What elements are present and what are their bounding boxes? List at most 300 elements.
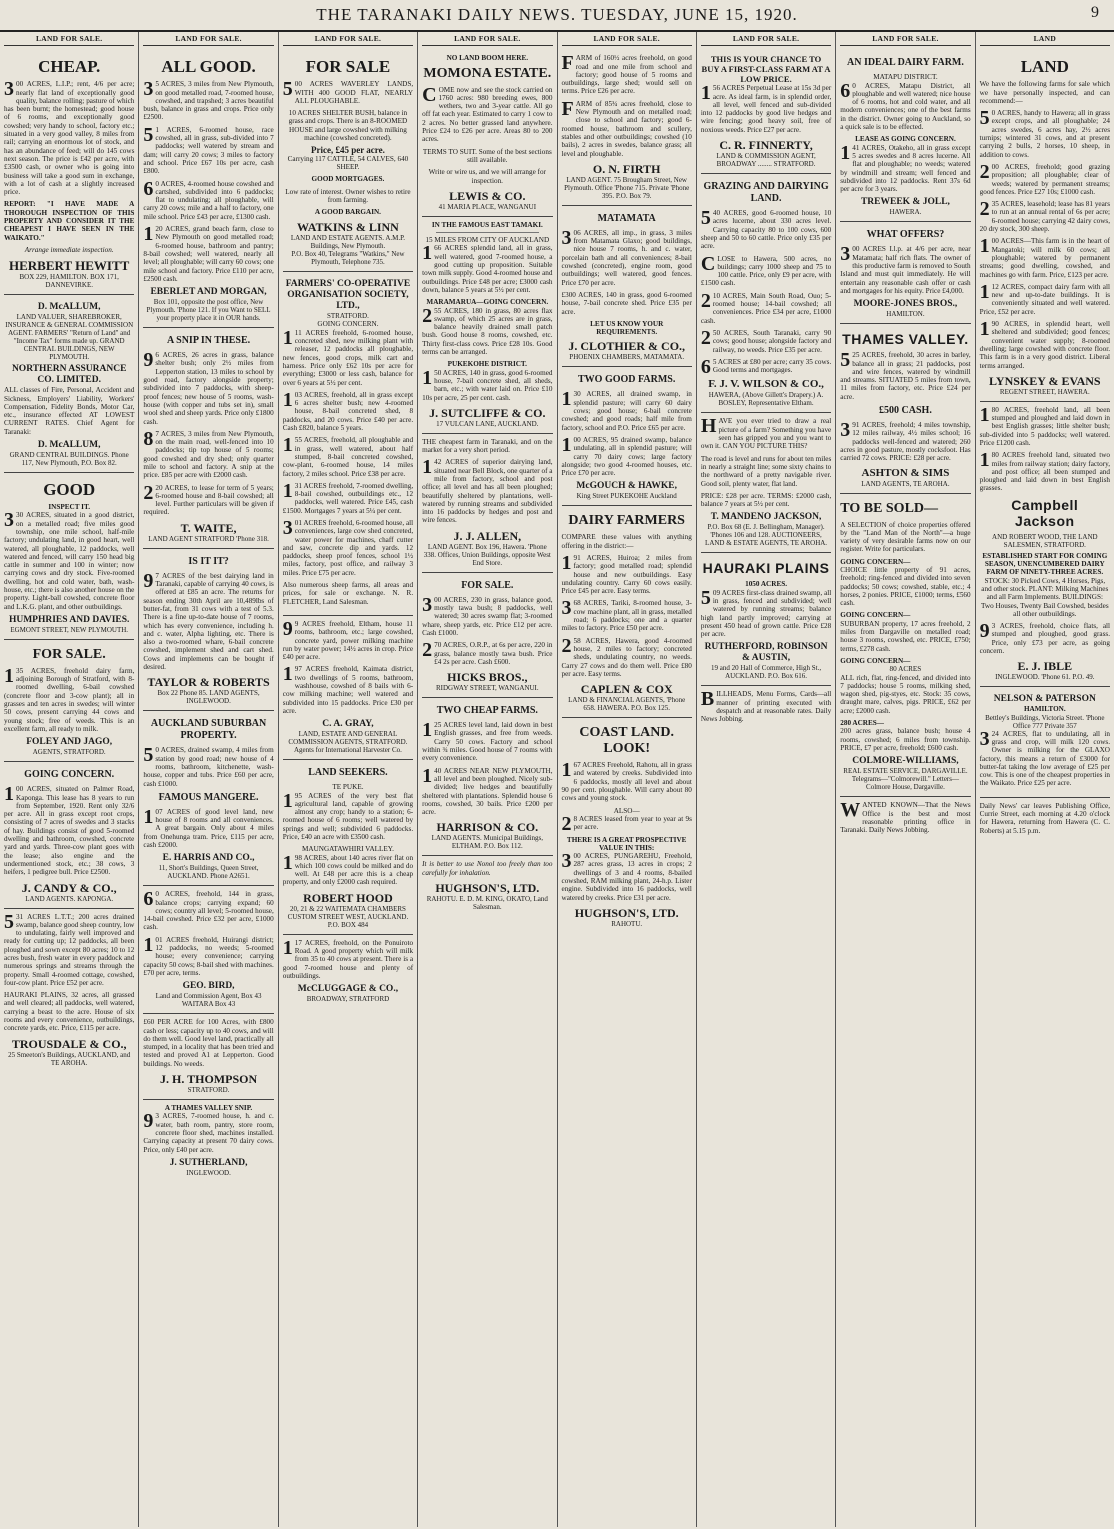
ad-heading: CHEAP. bbox=[38, 57, 101, 77]
ad-body: Write or wire us, and we will arrange for inspection. bbox=[428, 168, 546, 185]
listing: 60 ACRES, 4-roomed house cowshed and cartshed, subdivided into 6 paddocks; flat to undulating; all ploughable, will carry 20 cows; mile and a half to factory, one mile school. Price £43 per acre, £1300 cash. bbox=[143, 177, 274, 221]
ad-heading: TWO CHEAP FARMS. bbox=[436, 705, 538, 717]
listing: £300 ACRES, 140 in grass, good 6-roomed house, 7-bail concrete shed. Price £35 per acre. bbox=[561, 290, 692, 316]
agent-name: J. CLOTHIER & CO., bbox=[568, 339, 686, 354]
ad-subheading: 1050 ACRES. bbox=[745, 580, 788, 589]
ad-wilson bbox=[701, 174, 831, 413]
agent-address: LAND & COMMISSION AGENT, BROADWAY ........ STRATFORD. bbox=[716, 152, 816, 169]
agent-name: T. WAITE, bbox=[180, 520, 237, 535]
agent-address: LAND AND ESTATE AGENTS. A.M.P. Buildings, New Plymouth. bbox=[290, 234, 406, 251]
agent-address: BROADWAY, STRATFORD bbox=[306, 995, 390, 1004]
ad-waverley bbox=[283, 50, 413, 272]
listing: 191 ACRES, Huiroa; 2 miles from factory; good metalled road; splendid house and new outbuildings. Easy undulating country. Carry 60 cows easily. Price £45 per acre. Easy terms. bbox=[561, 551, 692, 596]
ad-heading: IS IT IT? bbox=[188, 555, 229, 567]
agent-address: 17 VULCAN LANE, AUCKLAND. bbox=[436, 419, 539, 428]
listing: 250 ACRES, South Taranaki, carry 90 cows; good house; alongside factory and railway, no weeds. Price £35 per acre. bbox=[700, 326, 832, 354]
ad-body: It is better to use Nonol too freely than too carefully for inhalation. bbox=[422, 860, 553, 877]
listing: £60 PER ACRE for 100 Acres, with £800 cash or less; capacity up to 40 cows, and will do them well. Good level land, practically all stumped, in a locality that has been tried and tested and proved A1 at Lepperton. Good buildings. No weeds. bbox=[143, 1018, 274, 1068]
listing-detail: GOOD MORTGAGES. bbox=[311, 175, 385, 184]
agent-name: FOLEY AND JAGO, bbox=[26, 737, 113, 748]
listing: 125 ACRES level land, laid down in best English grasses, and free from weeds. Carry 50 cows. Factory and school within ¾ miles. Good house of 7 rooms with every convenience. bbox=[422, 719, 553, 763]
listing: CLOSE to Hawera, 500 acres, no buildings; carry 1000 sheep and 75 to 100 cattle. Price, only £9 per acre, with £1500 cash. bbox=[700, 252, 832, 288]
agent-name: J. J. ALLEN, bbox=[453, 528, 522, 543]
ad-body: 135 ACRES, freehold dairy farm, adjoining Borough of Stratford, with 8-roomed dwelling, 6-bail cowshed (concrete floor and 3-cow plant); all in grasses and ten acres in swedes; will winter 50 cows, present carrying 44 cows and young stock; free of weeds. This is an excellent farm, all ready to milk. bbox=[4, 664, 135, 733]
ad-heading: MATAMATA bbox=[597, 212, 656, 224]
ad-note: LET US KNOW YOUR REQUIREMENTS. bbox=[590, 319, 664, 337]
listing: 93 ACRES, 7-roomed house, h. and c. water, bath room, pantry, store room, concrete floor shed, machines installed. Carrying capacity at present 70 dairy cows. Price, only £40 per acre. bbox=[143, 1110, 274, 1154]
ad-mcallum bbox=[4, 295, 134, 473]
agent-name: HUGHSON'S, LTD. bbox=[574, 905, 679, 920]
agent-address: Box 101, opposite the post office, New Plymouth. 'Phone 121. If you Want to SELL your property place it in OUR hands. bbox=[146, 298, 271, 323]
ad-subheading: 280 ACRES— bbox=[840, 719, 884, 728]
agent-address: BOX 229, HAMILTON. BOX 171, DANNEVIRKE. bbox=[19, 273, 119, 290]
listing: 301 ACRES freehold, 6-roomed house, all conveniences, large cow shed concreted, water power for machines, chaff cutter and saw, concrete dip and yards. 12 paddocks, sheep proof fences, school 1½ miles, factory, post office, and railway 3 miles. Price £75 per acre. bbox=[282, 516, 414, 577]
listing: 166 ACRES splendid land, all in grass, well watered, good 7-roomed house, a good cutting up proposition. Suitable town milk supply. Good 4-roomed house and outbuildings. Price £48 per acre; £3000 cash down, balance 5 years at 5½ per cent. bbox=[422, 242, 553, 294]
column-heading: LAND bbox=[980, 32, 1110, 46]
column-heading: LAND FOR SALE. bbox=[4, 32, 134, 46]
listing: 258 ACRES, Hawera, good 4-roomed house, 2 miles to factory; concreted sheds, undulating country, no weeds. Carry 27 cows and do them well. Price £80 per acre. Easy terms. bbox=[561, 634, 692, 678]
agent-name: C. A. GRAY, bbox=[322, 719, 374, 730]
agent-name: D. McALLUM, bbox=[37, 302, 101, 313]
ad-body: COME now and see the stock carried on 1760 acres: 980 breeding ewes, 800 wethers, two and 3-year cattle. All go off fat each year. Estimated to carry 1 cow to 2 acres. No better grassed land anywhere. Price £24 to £26 per acre. Areas 80 to 200 acres. bbox=[422, 83, 553, 144]
ad-heading: THAMES VALLEY. bbox=[842, 331, 969, 348]
ad-body: TERMS TO SUIT. Some of the best sections still available. bbox=[422, 147, 552, 164]
ad-body: HAVE you ever tried to draw a real picture of a farm? Something you have seen has gripped you and you want to own it. CAN YOU PICTURE THIS? bbox=[700, 415, 832, 451]
listing: 220 ACRES, to lease for term of 5 years; 6-roomed house and 8-bail cowshed; all level. Further particulars will be given if required. bbox=[143, 481, 274, 517]
ad-gray bbox=[283, 616, 413, 760]
ad-kicker: NO LAND BOOM HERE. bbox=[446, 54, 529, 63]
listing: 60 ACRES, Matapu District, all ploughable and well watered; nice house of 6 rooms, hot and cold water, and all modern conveniences; one of the best farms in the district. Owner going to Auckland, so a quick sale is to be effected. bbox=[840, 79, 971, 132]
ad-daily-car bbox=[980, 798, 1110, 844]
agent-address: AGENTS, STRATFORD. bbox=[32, 748, 106, 757]
listing-price: PRICE: £28 per acre. TERMS: £2000 cash, balance 7 years at 5½ per cent. bbox=[700, 491, 832, 509]
ad-body: 300 ACRES, L.I.P.; rent, 4/6 per acre; nearly flat land of exceptionally good quality, balance rolling; pasture of which has been burnt; the homestead; good house of 6 rooms, and exceptionally good cowshed; very handy to school, factory etc.; situated in a very good valley, 8 miles from rail; carrying an enormous lot of stock, and has an abundance of feed; will do 145 cows next season. The price is £42 per acre, with £3500 cash, or owner who is going into business will take a good sum in exchange, with a lot of cash at a slightly increased price. bbox=[4, 78, 135, 197]
agent-name: NELSON & PATERSON bbox=[993, 694, 1096, 705]
listing: 255 ACRES, 180 in grass, 80 acres flax swamp, of which 25 acres are in grass, balance heavily drained small patch bush. Good house 8 rooms, cowshed, etc. Thirty first-class cows. Price £28 10s. Good terms can be arranged. bbox=[422, 304, 553, 357]
listing: 35 ACRES, 3 miles from New Plymouth, on good metalled road, 7-roomed house, cowshed, and trapshed; 3 acres beautiful bush, balance in grass and crops. Price only £2500. bbox=[143, 78, 274, 122]
page-number: 9 bbox=[1091, 4, 1100, 21]
agent-name: ROBERT HOOD bbox=[303, 890, 393, 905]
listing: 100 ACRES—This farm is in the heart of Mangatoki; will milk 60 cows; all ploughable; watered by permanent streams; good dwelling, cowshed, and machines go with farm. Price, £123 per acre. bbox=[979, 235, 1110, 279]
ad-subheading: GOING CONCERN— bbox=[840, 557, 911, 566]
listing: 140 ACRES NEAR NEW PLYMOUTH, all level and been ploughed. Nicely sub-divided; live hedges and beautifully sheltered with plantations. Splendid house 6 rooms, cowshed, 30 bails. Price £200 per acre. bbox=[422, 764, 553, 817]
ad-subheading: FAMOUS MANGERE. bbox=[158, 791, 259, 803]
agent-address: REAL ESTATE SERVICE, DARGAVILLE. Telegrams—"Colmorewill." Letters—Colmore House, Dargaville. bbox=[843, 767, 968, 792]
ad-heading: THIS IS YOUR CHANCE TO BUY A FIRST-CLASS FARM AT A LOW PRICE. bbox=[701, 54, 831, 85]
ad-body: The road is level and runs for about ten miles in nearly a straight line; some sixty chains to the northward of a pretty navigable river. Good soil, plenty water, flat land. bbox=[700, 454, 832, 488]
ad-forsale bbox=[4, 640, 134, 762]
ad-note: Arrange immediate inspection. bbox=[24, 245, 114, 254]
ad-heading: A SNIP IN THESE. bbox=[166, 335, 251, 347]
agent-name: LYNSKEY & EVANS bbox=[989, 373, 1101, 388]
agent-address: LAND AGENT. Box 196, Hawera. 'Phone 338. Offices, Union Buildings, opposite West End Store. bbox=[423, 542, 551, 567]
ad-body: 531 ACRES L.T.T.; 200 acres drained swamp, balance good sheep country, low to undulating, fairly well improved and ready for cutting up; 12 paddocks, all been ploughed and sown except 80 acres; 10 to 12 acres bush, fresh water in every paddock and numerous springs and streams through the property. Small 4-roomed cottage, cowshed, four-cow plant. Price £52 per acre. bbox=[4, 910, 135, 987]
agent-name: HICKS BROS., bbox=[447, 670, 528, 685]
ad-treweek bbox=[840, 50, 970, 222]
agent-address: LAND AGENTS. Municipal Buildings, ELTHAM. P.O. Box 112. bbox=[431, 834, 544, 851]
ad-wanted bbox=[840, 797, 970, 843]
agent-address: INGLEWOOD. bbox=[186, 1168, 231, 1177]
agent-address: REGENT STREET, HAWERA. bbox=[999, 387, 1090, 396]
listing: SUBURBAN property, 17 acres freehold, 2 miles from Dargaville on metalled road; house 3 rooms, cowshed, etc. PRICE, £750; terms, £278 cash. bbox=[840, 619, 971, 653]
agent-address: STRATFORD. bbox=[327, 312, 369, 321]
ad-heading: DAIRY FARMERS bbox=[568, 513, 685, 529]
ad-subheading: MAUNGATAWHIRI VALLEY. bbox=[301, 845, 394, 854]
agent-name: J. H. THOMPSON bbox=[160, 1072, 258, 1087]
agent-name: HUMPHRIES AND DAVIES. bbox=[8, 614, 130, 625]
listing: 210 ACRES, Main South Road, Ouo; 5-roomed house; 14-bail cowshed; all conveniences. Price £34 per acre, £1000 cash. bbox=[700, 289, 832, 325]
agent-name: E. HARRIS AND CO., bbox=[162, 853, 255, 864]
listing: 190 ACRES, in splendid heart, well sheltered and subdivided; good fences; convenient water supply; 8-roomed dwelling; large cowshed with concrete floor. This farm is in a very good district. Liberal terms arranged. bbox=[979, 318, 1110, 370]
listing: 155 ACRES, freehold, all ploughable and in grass, well watered, about half stumped, 8-bail concreted cowshed, cow-plant, 6-roomed house, 14 miles factory, 2 miles school. Price £38 per acre. bbox=[282, 434, 414, 478]
agent-address: Land and Commission Agent, Box 43 WAITARA Box 43 bbox=[155, 992, 262, 1009]
listing: 525 ACRES, freehold, 30 acres in barley, balance all in grass; 21 paddocks, post and wire fences, watered by windmill and streams. SITUATED 5 miles from town, 11 miles from factory, etc. Price £24 per acre. bbox=[840, 349, 971, 401]
agent-name: D. McALLUM, bbox=[37, 440, 101, 451]
listing: 197 ACRES freehold, Kaimata district, two dwellings of 5 rooms, bathroom, washhouse, cowshed of 8 bails with 6-cow milking machine; well watered and subdivided into 15 paddocks. Price £30 per acre. bbox=[282, 663, 414, 715]
column-7 bbox=[836, 32, 975, 1527]
listing: 180 ACRES freehold land, situated two miles from railway station; dairy factory, and post office; all been stumped and ploughed and laid down in best English grasses. bbox=[979, 449, 1110, 493]
agent-address: RAHOTU. bbox=[611, 919, 643, 928]
listing: 87 ACRES, 3 miles from New Plymouth, on the main road, well-fenced into 10 paddocks; tip top house of 5 rooms; good cowshed and dry shed; only quarter mile to school and factory. A snip at the price. £85 per acre with £2000 cash. bbox=[143, 427, 274, 480]
agent-name: EBERLET AND MORGAN, bbox=[150, 287, 267, 298]
ad-good bbox=[4, 473, 134, 640]
ad-subheading: PUKEKOHE DISTRICT. bbox=[447, 360, 527, 369]
ad-caplen bbox=[562, 506, 692, 718]
listing-detail: A GOOD BARGAIN. bbox=[314, 208, 381, 217]
listing: 200 ACRES, freehold; good grazing proposition; all ploughable; clear of weeds; watered by permanent streams; good fences. Price £27 10s; £1000 cash. bbox=[979, 160, 1110, 196]
ad-heading: GRAZING AND DAIRYING LAND. bbox=[703, 181, 829, 205]
insurer-name: NORTHERN ASSURANCE CO. LIMITED. bbox=[11, 364, 127, 386]
ad-hicks bbox=[422, 573, 552, 698]
ad-colmore bbox=[840, 494, 970, 798]
ad-going-concern bbox=[4, 762, 134, 908]
ad-auckland bbox=[143, 711, 273, 886]
listing: 60 ACRES, freehold, 144 in grass, balance crops; carrying expand; 60 cows; country all level; 5-roomed house, 14-bail cowshed. Price £32 per acre, £1000 cash. bbox=[143, 888, 274, 932]
ad-heading: GOING CONCERN. bbox=[24, 769, 115, 781]
ad-clothier bbox=[562, 206, 692, 368]
agent-name: COLMORE-WILLIAMS, bbox=[852, 756, 959, 767]
ad-heading: AUCKLAND SUBURBAN PROPERTY. bbox=[150, 718, 267, 742]
agent-name: J. SUTHERLAND, bbox=[169, 1157, 248, 1168]
ad-heading: AN IDEAL DAIRY FARM. bbox=[847, 57, 964, 69]
ad-allen bbox=[422, 434, 552, 573]
listing: 306 ACRES, all imp., in grass, 3 miles from Matamata Glaxo; good buildings, nice house 7 rooms, h. and c. water, porcelain bath and all conveniences; 8-bail cowshed (concreted), engine room, good outbuildings; well watered, good fences. Price £70 per acre. bbox=[561, 226, 692, 287]
agent-address: HAWERA, (Above Gillett's Drapery.) A. BOSLEY, Representative Eltham. bbox=[708, 391, 824, 408]
ad-bird bbox=[143, 886, 273, 1014]
agent-address: LAND AGENTS. KAPONGA. bbox=[25, 894, 114, 903]
listing: ALL rich, flat, ring-fenced, and divided into 7 paddocks; house 5 rooms, milking shed, wagon shed, pig-styes, etc. Stock: 35 cows, draught mare, calves, pigs. PRICE, £62 per acre; £2000 cash. bbox=[840, 673, 971, 715]
ad-heading: FOR SALE. bbox=[461, 579, 514, 591]
listing: 111 ACRES freehold, 6-roomed house, concreted shed, new milking plant with releaser, 12 paddocks all ploughable, new fences, good crops, milk cart and harness. Price only £62 10s per acre for everything; £3000 or less cash, balance for over 6 years at 5½ per cent. bbox=[282, 326, 414, 387]
listing: 51 ACRES, 6-roomed house, race cowshed, all in grass, sub-divided into 7 paddocks; well watered by stream and dam; will carry 20 cows; 3 miles to factory and school. Price £67 10s per acre, cash £800. bbox=[143, 123, 274, 176]
listing: FARM of 160½ acres freehold, on good road and one mile from school and factory; good house of 5 rooms and outbuildings, large shed; would sell on terms. Price £26 per acre. bbox=[561, 52, 692, 96]
ad-subheading: LEASE AS GOING CONCERN. bbox=[855, 135, 956, 144]
ad-subheading: 80 ACRES bbox=[889, 665, 922, 674]
listing: 200 acres grass, balance bush; house 4 rooms, cowshed; 6 miles from township. PRICE, £7 per acre, freehold; £600 cash. bbox=[840, 727, 971, 752]
ad-heading: A THAMES VALLEY SNIP. bbox=[164, 1104, 253, 1113]
column-heading: LAND FOR SALE. bbox=[840, 32, 970, 46]
agent-address: EGMONT STREET, NEW PLYMOUTH. bbox=[10, 625, 129, 634]
ad-body: STOCK: 30 Picked Cows, 4 Horses, Pigs, and other stock. PLANT: Milking Machines and all Farm Implements. BUILDINGS: Two Houses, Twenty Bail Cowshed, besides all other outbuildings. bbox=[980, 576, 1109, 618]
ad-subheading: GOING CONCERN— bbox=[840, 611, 911, 620]
ad-cheap bbox=[4, 50, 134, 295]
listing: 120 ACRES, grand beach farm, close to New Plymouth on good metalled road; 6-roomed house, bathroom and pantry; 8-bail cowshed; well watered, nearly all level; all ploughable; will carry 60 cows; one mile school and factory. Price £110 per acre, £2500 cash. bbox=[143, 223, 274, 283]
column-8 bbox=[976, 32, 1114, 1527]
ad-body: THE cheapest farm in Taranaki, and on the market for a very short period. bbox=[422, 437, 553, 455]
listing: 112 ACRES, compact dairy farm with all new and up-to-date buildings. It is conveniently situated and well watered. Price, £52 per acre. bbox=[979, 280, 1110, 316]
listing-detail: Carrying 117 CATTLE, 54 CALVES, 640 SHEEP. bbox=[287, 154, 409, 171]
columns bbox=[0, 32, 1114, 1527]
listing: Also numerous sheep farms, all areas and prices, for sale or exchange. N. R. FLETCHER, Land Salesman. bbox=[282, 581, 414, 606]
listing: 500 ACRES WAVERLEY LANDS, WITH 400 GOOD FLAT, NEARLY ALL PLOUGHABLE. bbox=[282, 78, 414, 105]
ad-body: ALL classes of Fire, Personal, Accident and Sickness, Employers' Liability, Workers' Compensation, Fidelity Bonds, Motor Car, etc., insurance effected AT LOWEST CURRENT RATES. Chief Agent for Taranaki: bbox=[4, 386, 135, 436]
ad-subheading: ESTABLISHED START FOR COMING SEASON, UNENCUMBERED DAIRY FARM OF NINETY-THREE ACRES. bbox=[982, 551, 1108, 577]
agent-address: RIDGWAY STREET, WANGANUI. bbox=[435, 684, 539, 693]
agent-name: O. N. FIRTH bbox=[592, 161, 661, 176]
ad-body: 100 ACRES, situated on Palmer Road, Kaponga. This lease has 8 years to run from September, 1920. Rent only 32/6 per acre. All in grass except root crops, consisting of 7 acres of swedes and 3 stacks of hay. Buildings consist of good 5-roomed dwelling and bathroom, cowshed, concrete yard and yards. Three-cow plant goes with the lease; also engine and the undermentioned stock, etc.; 38 cows, 3 heifers, 1 pedigree bull. Price £2500. bbox=[4, 783, 135, 877]
listing: 300 ACRES, 230 in grass, balance good, mostly tawa bush; 8 paddocks, well watered; 30 acres swamp flat; 3-roomed whare, sheep yards, etc. Price £12 per acre. Cash £1000. bbox=[422, 593, 553, 637]
column-5 bbox=[558, 32, 697, 1527]
listing: 300 ACRES I.l.p. at 4/6 per acre, near Matamata; half rich flats. The owner of this productive farm is removed to South Island and must quit immediately. He will entertain any reasonable cash offer or cash and mortgages for his equity. Price £4,000. bbox=[840, 243, 971, 295]
ad-body: COMPARE these values with anything offering in the district:— bbox=[561, 533, 692, 550]
listing: 107 ACRES of good level land, new house of 8 rooms and all conveniences. A great bargain. Only about 4 miles from Onehunga tram. Price, £115 per acre, cash £2000. bbox=[143, 805, 274, 849]
listing: 195 ACRES of the very best flat agricultural land, capable of growing almost any crop; handy to a station; 6-roomed house of 6 rooms; well watered by springs and well; subdivided 6 paddocks. Price, £40 an acre with £3500 cash. bbox=[282, 789, 414, 841]
ad-hauraki bbox=[701, 553, 831, 686]
ad-is-it bbox=[143, 549, 273, 712]
column-6 bbox=[697, 32, 836, 1527]
ad-snip bbox=[143, 328, 273, 549]
agent-address: 41 MARIA PLACE, WANGANUI bbox=[438, 202, 537, 211]
column-1 bbox=[0, 32, 139, 1527]
listing: FARM of 85¾ acres freehold, close to New Plymouth and on metalled road; close to school and factory; good 6-roomed house, bathroom and scullery, stables and other outbuildings; cowshed (10 bails), 2 acres in swedes, balance grass; all level and ploughable. bbox=[561, 97, 692, 158]
agent-address: P.O. Box 40, Telegrams "Watkins," New Plymouth, Telephone 735. bbox=[291, 250, 405, 267]
agent-name: J. CANDY & CO., bbox=[21, 880, 117, 895]
ad-mccluggage bbox=[283, 935, 413, 1008]
agent-address: PHOENIX CHAMBERS, MATAMATA. bbox=[569, 353, 685, 362]
agent-address: STRATFORD. bbox=[187, 1086, 230, 1095]
ad-nelson bbox=[980, 687, 1110, 797]
agent-name: McGOUCH & HAWKE, bbox=[576, 481, 677, 492]
ad-heading: WHAT OFFERS? bbox=[866, 229, 945, 241]
column-2 bbox=[139, 32, 278, 1527]
agent-address: LAND AGENT STRATFORD 'Phone 318. bbox=[148, 534, 269, 543]
ad-sutcliffe bbox=[422, 217, 552, 434]
ad-thompson bbox=[143, 1014, 273, 1100]
ad-firth bbox=[562, 50, 692, 206]
listing: 65 ACRES at £80 per acre; carry 35 cows. Good terms and mortgages. bbox=[700, 355, 832, 378]
agent-name: T. MANDENO JACKSON, bbox=[710, 512, 822, 523]
ad-subheading: 15 MILES FROM CITY OF AUCKLAND bbox=[425, 236, 550, 245]
ad-ashton bbox=[840, 324, 970, 493]
listing: 93 ACRES, freehold, choice flats, all stumped and ploughed, good grass. Price, only £73 per acre, as going concern. bbox=[979, 620, 1110, 656]
column-heading: LAND FOR SALE. bbox=[143, 32, 273, 46]
listing: 324 ACRES, flat to undulating, all in grass and crop, will milk 120 cows. Owner is milking for the GLAXO factory, this means a return of £3000 for butter-fat taking the low average of £25 per cow. This is one of the cheapest properties in the Waikato. Price £25 per acre. bbox=[979, 727, 1110, 788]
agent-address: GRAND CENTRAL BUILDINGS. Phone 117, New Plymouth, P.O. Box 82. bbox=[9, 451, 129, 468]
ad-body: WANTED KNOWN—That the News Office is the best and most reasonable printing office in Taranaki. Daily News Jobbing. bbox=[840, 799, 971, 835]
listing: 198 ACRES, about 140 acres river flat on which 100 cows could be milked and do well. At £48 per acre this is a cheap property, and only £2000 cash required. bbox=[282, 851, 414, 887]
agent-name: GEO. BIRD, bbox=[182, 981, 235, 992]
listing: 180 ACRES, freehold land, all been stumped and ploughed and laid down in best English grasses; little shelter bush; sub-divided into 5 paddocks; well watered. Price £1200 cash. bbox=[979, 403, 1110, 447]
ad-heading: TO BE SOLD— bbox=[840, 500, 939, 516]
agent-address: LAND AGENTS, TE AROHA. bbox=[861, 479, 950, 488]
ad-heading: LAND bbox=[1020, 57, 1069, 77]
column-3 bbox=[279, 32, 418, 1527]
agent-name: TROUSDALE & CO., bbox=[11, 1036, 127, 1051]
agent-address: P.O. Box 68 (E. J. Bellingham, Manager). 'Phones 106 and 128. AUCTIONEERS, LAND & ESTATE AGENTS, TE AROHA. bbox=[705, 523, 828, 548]
agent-name: MOORE-JONES BROS., bbox=[853, 299, 958, 310]
ad-harrison bbox=[422, 698, 552, 856]
listing: 131 ACRES freehold, 7-roomed dwelling, 8-bail cowshed, outbuildings etc., 12 paddocks, well watered. Price £45, cash £1500. Mortgages 7 years at 5¼ per cent. bbox=[282, 479, 414, 515]
column-4 bbox=[418, 32, 557, 1527]
listing: 96 ACRES, 26 acres in grass, balance shelter bush; only 2½ miles from Lepperton station, 13 miles to school by good road, factory alongside property; subdivided into 7 paddocks, with sheep-proof fences; new house of 5 rooms, wash-house (with copper and tubs set in), small wool shed and sheep yards. Price only £1800 cash. bbox=[143, 349, 274, 426]
listing: 540 ACRES, good 6-roomed house, 10 acres lucerne, about 330 acres level. Carrying capacity 80 to 100 cows, 600 sheep and 50 to 60 cattle. Price only £35 per acre. bbox=[700, 207, 832, 251]
agent-name: HERBERT HEWITT bbox=[9, 258, 130, 274]
agent-address: HAWERA. bbox=[889, 208, 922, 217]
ad-subheading: MARAMARUA—GOING CONCERN. bbox=[426, 298, 549, 307]
listing: 270 ACRES, O.R.P., at 6s per acre, 220 in grass, balance mostly tawa bush. Price £4 2s per acre. Cash £600. bbox=[422, 639, 553, 666]
listing: 100 ACRES, 95 drained swamp, balance undulating, all in splendid pasture; will carry 70 dairy cows; large factory alongside; two good 4-roomed houses, etc. Price £70 per acre. bbox=[561, 433, 692, 478]
listing: 156 ACRES Perpetual Lease at 15s 3d per acre. As ideal farm, is in splendid order, all level, well fenced and sub-divided into 12 paddocks by good live hedges and wire fencing; good heavy soil, free of noxious weeds. Price £27 per acre. bbox=[700, 82, 832, 134]
ad-heading: HAURAKI PLAINS bbox=[702, 560, 830, 577]
ad-subheading: ALSO— bbox=[613, 806, 640, 815]
agent-address: LAND VALUER, SHAREBROKER, INSURANCE & GENERAL COMMISSION AGENT. FARMERS' "Return of Land" and "Income Tax" forms made up. GRAND CENTRAL BUILDINGS, NEW PLYMOUTH. bbox=[5, 313, 134, 362]
listing: 142 ACRES of superior dairying land, situated near Bell Block, one quarter of a mile from factory, school and post office; all level and has all been ploughed; beautifully sheltered by plantations, well-watered by running streams and subdivided into 16 paddocks by hedges and post and wire fences. bbox=[422, 456, 553, 525]
listing: 130 ACRES, all drained swamp, in splendid pasture; will carry 60 dairy cows; good house; 6-bail concrete cowshed; and good roads; half mile from factory, school and P.O. Price £65 per acre. bbox=[561, 388, 692, 432]
agent-name: RUTHERFORD, ROBINSON & AUSTIN, bbox=[704, 642, 828, 664]
masthead-title: THE TARANAKI DAILY NEWS. TUESDAY, JUNE 15, 1920. bbox=[316, 5, 798, 24]
ad-body: HAURAKI PLAINS, 32 acres, all grassed and well cleared; all paddocks, well watered, carrying a beast to the acre. House of six rooms and every convenience, outbuildings, concrete yards, etc. Price, £115 per acre. bbox=[4, 991, 135, 1033]
ad-body: BILLHEADS, Menu Forms, Cards—all manner of printing executed with despatch and at reasonable rates. Daily News Jobbing. bbox=[700, 688, 832, 724]
agent-name: FARMERS' CO-OPERATIVE ORGANISATION SOCIETY, LTD., bbox=[285, 279, 411, 312]
listing: 50 ACRES, drained swamp, 4 miles from station by good road; new house of 4 rooms, bathroom, kitchenette, wash-house, copper and tubs. Price £60 per acre, cash £1000. bbox=[143, 744, 274, 788]
listing: 391 ACRES, freehold; 4 miles township, 12 miles railway, 4½ miles school; 16 paddocks well-fenced and watered; 260 acres in good pasture, mostly cocksfoot. Has carried 72 cows. PRICE: £28 per acre. bbox=[840, 419, 971, 463]
ad-mcgouch bbox=[562, 367, 692, 506]
agent-name: HUGHSON'S, LTD. bbox=[435, 881, 540, 895]
listing: 509 ACRES first-class drained swamp, all in grass, fenced and subdivided; well watered by running streams; balance high land partly improved; carrying at present 450 head of grown cattle. Price £28 per acre. bbox=[700, 586, 832, 639]
listing: 368 ACRES, Tariki, 8-roomed house, 3-cow machine plant, all in grass, metalled road; 6 paddocks; one and a quarter miles to factory. Price £50 per acre. bbox=[561, 597, 692, 633]
agent-name: WATKINS & LINN bbox=[297, 220, 399, 235]
agent-name: C. R. FINNERTY, bbox=[719, 138, 813, 153]
agent-address: LAND & FINANCIAL AGENTS, 'Phone 658. HAWERA. P.O. Box 125. bbox=[568, 696, 686, 713]
column-heading: LAND FOR SALE. bbox=[422, 32, 552, 46]
agent-address: LAND, ESTATE AND GENERAL COMMISSION AGENTS, STRATFORD. Agents for International Harvester Co. bbox=[288, 730, 408, 755]
ad-heading: FOR SALE. bbox=[32, 646, 106, 662]
ad-body: We have the following farms for sale which we have personally inspected, and can recommend:— bbox=[979, 80, 1110, 105]
ad-hood bbox=[283, 760, 413, 935]
ad-coast bbox=[562, 718, 692, 933]
agent-name: TAYLOR & ROBERTS bbox=[147, 675, 270, 690]
ad-subheading: GOING CONCERN— bbox=[840, 656, 911, 665]
listing: 150 ACRES, 140 in grass, good 6-roomed house, 7-bail concrete shed, all sheds, barn, etc.; with water laid on. Price £10 10s per acre, 25 per cent. cash. bbox=[422, 366, 553, 402]
listing: 235 ACRES, leasehold; lease has 81 years to run at an annual rental of 6s per acre; 6-roomed house; carrying 42 dairy cows, 20 dry stock, 300 sheep. bbox=[979, 198, 1110, 234]
agent-name: TREWEEK & JOLL, bbox=[860, 197, 950, 208]
ad-heading: COAST LAND. LOOK! bbox=[579, 725, 675, 757]
ad-heading: MOMONA ESTATE. bbox=[423, 65, 552, 81]
listing: CHOICE little property of 91 acres, freehold; ring-fenced and divided into seven paddocks; 50 cows; cowshed, stable, etc.; 4 horses, 2 ponies. PRICE, £1000; terms, £560 cash. bbox=[840, 565, 971, 608]
listing: 103 ACRES, freehold, all in grass except 6 acres shelter bush; new 4-roomed house, 8-bail concreted shed, 8 paddocks, and 20 cows. Price £40 per acre. Cash £820, balance 5 years. bbox=[282, 388, 414, 433]
ad-body: 330 ACRES, situated in a good district, on a metalled road; five miles good township, one mile school, half-mile factory; undulating land, in good heart, well watered, all ploughable, 12 paddocks, well watered and fenced, will carry 150 head big cattle in summer and 100 in winter; now carrying cows and dry stock. Five-roomed dwelling, hot and cold water, bath, wash-house, etc.; there is also another house on the property. Light-ball cowshed, concrete floor and L.K.G. plant, and other outbuildings. bbox=[4, 509, 135, 611]
ad-heading: ALL GOOD. bbox=[161, 57, 256, 77]
ad-subheading: GOING CONCERN. bbox=[317, 320, 379, 329]
listing-detail: 10 ACRES SHELTER BUSH, balance in grass and crops. There is an 8-ROOMED HOUSE and large cowshed with milking machine (cowshed concreted). bbox=[288, 109, 408, 143]
listing-detail: Low rate of interest. Owner wishes to retire from farming. bbox=[285, 187, 411, 204]
ad-heading: TWO GOOD FARMS. bbox=[578, 374, 676, 386]
agent-address: King Street PUKEKOHE Auckland bbox=[576, 492, 677, 501]
ad-heading: LAND SEEKERS. bbox=[308, 767, 388, 779]
column-heading: LAND FOR SALE. bbox=[701, 32, 831, 46]
agent-name: ASHTON & SIMS bbox=[861, 466, 950, 479]
ad-heading: GOOD bbox=[43, 480, 96, 500]
agent-name: E. J. IBLE bbox=[1017, 659, 1073, 674]
agent-address: Bettley's Buildings, Victoria Street. 'Phone Office 777 Private 357 bbox=[985, 713, 1105, 730]
agent-address: HAMILTON. bbox=[886, 310, 925, 319]
ad-trousdale bbox=[4, 909, 134, 1072]
ad-body: Daily News' car leaves Publishing Office, Currie Street, each morning at 4.20 o'clock for Hawera, returning from Hawera (C. C. Roberts) at 5.15 p.m. bbox=[979, 801, 1110, 835]
ad-billheads bbox=[701, 686, 831, 732]
column-heading: LAND FOR SALE. bbox=[283, 32, 413, 46]
listing: 97 ACRES of the best dairying land in Taranaki, capable of carrying 40 cows, is offered at £85 an acre. The returns for season ending 30th April are 10,489lbs of butter-fat, from 31 cows with a test of 5.3. There is a fine up-to-date house of 7 rooms, which has every convenience, including h. and c. water, Alpha lighting, etc. There is also a two-roomed whare, 6-bail concrete cowshed, implement shed and cart shed. Cows and implements can be bought if desired. bbox=[143, 569, 274, 672]
listing: 167 ACRES Freehold, Rahotu, all in grass and watered by creeks. Subdivided into 6 paddocks, mostly all level and about 90 per cent. ploughable. Will carry about 80 cows and young stock. bbox=[561, 759, 692, 803]
ad-subheading: HAMILTON. bbox=[1023, 705, 1066, 714]
agent-address: 25 Smeeton's Buildings, AUCKLAND, and TE AROHA. bbox=[8, 1050, 131, 1067]
ad-all-good bbox=[143, 50, 273, 328]
agent-address: AND ROBERT WOOD, THE LAND SALESMEN, STRATFORD. bbox=[992, 532, 1098, 549]
listing: 28 ACRES leased from year to year at 9s per acre. bbox=[561, 812, 692, 835]
listing-price: Price, £45 per acre. bbox=[310, 145, 385, 156]
ad-finnerty bbox=[701, 50, 831, 174]
agent-address: RAHOTU. E. D. M. KING, OKATO, Land Salesman. bbox=[426, 895, 548, 911]
agent-name: HARRISON & CO. bbox=[436, 820, 539, 835]
agent-name: McCLUGGAGE & CO., bbox=[297, 984, 399, 995]
agent-address: 19 and 20 Hall of Commerce, High St., AUCKLAND. P.O. Box 616. bbox=[711, 664, 822, 681]
ad-subheading: THERE IS A GREAT PROSPECTIVE VALUE IN THIS: bbox=[566, 835, 687, 852]
listing: 141 ACRES, Otakeho, all in grass except 5 acres swedes and 8 acres lucerne. All flat and ploughable; no weeds; watered by windmill and stream; well fenced and subdivided into 12 paddocks. Rent 37s 6d per acre for 3 years. bbox=[840, 141, 971, 194]
ad-mandeno bbox=[701, 413, 831, 553]
listing: 99 ACRES freehold, Eltham, house 11 rooms, bathroom, etc.; large cowshed, concrete yard, power milking machine run by water power; 14½ acres in crop. Price £40 per acre. bbox=[282, 617, 414, 662]
ad-heading: FOR SALE bbox=[305, 57, 391, 77]
ad-sutherland bbox=[143, 1100, 273, 1182]
ad-farmers-coop bbox=[283, 272, 413, 616]
agent-address: 11, Short's Buildings, Queen Street, AUCKLAND. Phone A2651. bbox=[158, 864, 259, 881]
listing: 117 ACRES, freehold, on the Ponuiroto Road. A good property which will milk from 35 to 40 cows at present. There is a good 7-roomed house and plenty of outbuildings. bbox=[282, 936, 414, 980]
ad-lynskey bbox=[980, 50, 1110, 402]
listing: 50 ACRES, handy to Hawera; all in grass except crops, and all ploughable; 24 acres swedes, 6 acres hay, 2½ acres turnips; wintered 31 cows, and at present carrying 2 bulls, 2 horses, 10 sheep, in addition to cows. bbox=[979, 107, 1110, 159]
agent-name: CAPLEN & COX bbox=[580, 682, 673, 697]
ad-campbell bbox=[980, 402, 1110, 688]
ad-subheading: INSPECT IT. bbox=[48, 503, 91, 512]
agent-name: Campbell Jackson bbox=[1011, 496, 1079, 529]
column-heading: LAND FOR SALE. bbox=[562, 32, 692, 46]
ad-moore-jones bbox=[840, 222, 970, 324]
ad-body: A SELECTION of choice properties offered by the "Land Man of the North"—a huge variety of very desirable farms now on our register. Write for particulars. bbox=[840, 520, 971, 554]
ad-heading: IN THE FAMOUS EAST TAMAKI. bbox=[431, 220, 543, 229]
agent-name: F. J. V. WILSON & CO., bbox=[708, 378, 824, 391]
agent-address: 20, 21 & 22 WAITEMATA CHAMBERS CUSTOM STREET WEST, AUCKLAND. P.O. BOX 484 bbox=[287, 904, 409, 929]
ad-subheading: £500 CASH. bbox=[879, 405, 932, 417]
agent-address: INGLEWOOD. 'Phone 61. P.O. 49. bbox=[995, 673, 1095, 682]
agent-address: LAND AGENT. 75 Brougham Street, New Plymouth. Office 'Phone 715. Private 'Phone 395. P.O. Box 79. bbox=[564, 175, 690, 200]
listing: 101 ACRES freehold, Huirangi district; 12 paddocks, no weeds; 5-roomed house; every convenience; carrying capacity 50 cows; 8-bail shed with machines. £70 per acre, terms. bbox=[143, 933, 274, 977]
agent-name: LEWIS & CO. bbox=[449, 188, 526, 203]
ad-subheading: MATAPU DISTRICT. bbox=[873, 73, 938, 82]
listing: 300 ACRES, PUNGAREHU, Freehold, 287 acres grass, 13 acres in crops; 2 dwellings of 3 and 4 rooms, 8-bailed cowshed, RAM milking plant, 24-h.p. Lister engine. Subdivided into 16 paddocks, well watered by creeks. Price £31 per acre. bbox=[561, 850, 692, 902]
masthead bbox=[0, 0, 1114, 32]
agent-name: J. SUTCLIFFE & CO. bbox=[429, 405, 546, 420]
agent-address: Box 22 Phone 85. LAND AGENTS, INGLEWOOD. bbox=[157, 689, 260, 706]
ad-subheading: TE PUKE. bbox=[332, 783, 364, 792]
ad-hughson bbox=[422, 856, 552, 916]
ad-report: REPORT: "I HAVE MADE A THOROUGH INSPECTION OF THIS PROPERTY AND CONSIDER IT THE CHEAPEST I HAVE SEEN IN THE WAIKATO." bbox=[4, 200, 135, 242]
